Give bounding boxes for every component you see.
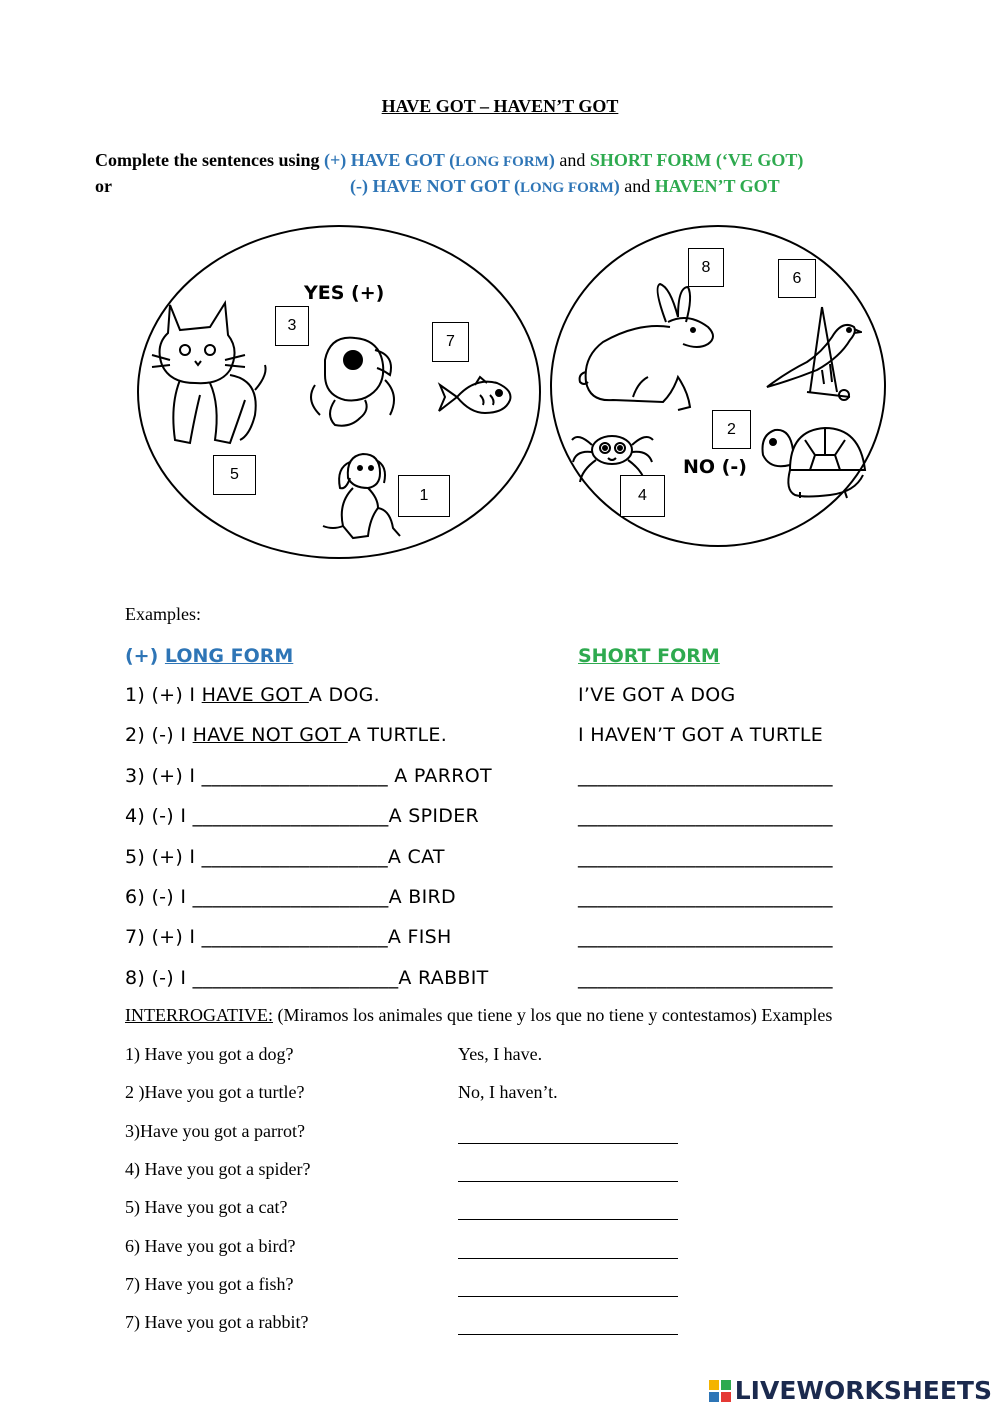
- answer-line-7[interactable]: [458, 1276, 678, 1302]
- cat-icon: [150, 295, 275, 450]
- question-4: 4) Have you got a spider?: [125, 1159, 311, 1179]
- short-form-header: SHORT FORM: [578, 645, 720, 667]
- answer-line-4[interactable]: [458, 1161, 678, 1187]
- answer-blank[interactable]: ____________________: [192, 805, 389, 827]
- interrogative-heading: INTERROGATIVE: (Miramos los animales que tiene y los que no tiene y contestamos) Examples: [125, 1005, 833, 1025]
- turtle-icon: [755, 420, 870, 500]
- answer-line-3[interactable]: [458, 1123, 678, 1149]
- instruction-prefix: Complete the sentences using: [95, 150, 320, 170]
- and-text: and: [559, 150, 586, 170]
- number-box-2: 2: [712, 410, 751, 449]
- short-answer: I HAVEN’T GOT A TURTLE: [578, 724, 824, 746]
- dog-icon: [318, 448, 403, 543]
- filled-blank: HAVE GOT: [201, 684, 309, 706]
- sentence-row: 5) (+) I ___________________A CAT __________________________: [125, 846, 833, 868]
- long-form-header: (+) LONG FORM: [125, 645, 294, 667]
- number-box-7: 7: [432, 322, 469, 362]
- answer-blank[interactable]: _____________________: [192, 967, 399, 989]
- number-box-1: 1: [398, 475, 450, 517]
- number-box-5: 5: [213, 455, 256, 495]
- sentence-row: 2) (-) I HAVE NOT GOT A TURTLE. I HAVEN’T GOT A TURTLE: [125, 724, 824, 746]
- short-answer-blank[interactable]: __________________________: [578, 926, 833, 948]
- question-5: 5) Have you got a cat?: [125, 1197, 288, 1217]
- instruction-line-2: [95, 176, 112, 197]
- sentence-row: 7) (+) I ___________________A FISH __________________________: [125, 926, 833, 948]
- examples-label: Examples:: [125, 604, 201, 624]
- answer-blank[interactable]: ___________________: [201, 926, 388, 948]
- answer-line-6[interactable]: [458, 1238, 678, 1264]
- short-answer-blank[interactable]: __________________________: [578, 967, 833, 989]
- logo-icon: [709, 1380, 731, 1402]
- have-got-long-form: (+) HAVE GOT (LONG FORM): [323, 150, 555, 170]
- short-answer-blank[interactable]: __________________________: [578, 805, 833, 827]
- number-box-8: 8: [688, 248, 724, 287]
- short-form-label: SHORT FORM (‘VE GOT): [589, 150, 804, 170]
- logo-text: LIVEWORKSHEETS: [734, 1376, 992, 1405]
- filled-blank: HAVE NOT GOT: [192, 724, 348, 746]
- question-2: 2 )Have you got a turtle?: [125, 1082, 305, 1102]
- sentence-row: 3) (+) I ___________________ A PARROT __________________________: [125, 765, 833, 787]
- question-3: 3)Have you got a parrot?: [125, 1121, 305, 1141]
- answer-blank[interactable]: ____________________: [192, 886, 389, 908]
- bird-icon: [762, 302, 862, 402]
- answer-2: No, I haven’t.: [458, 1082, 558, 1102]
- short-answer-blank[interactable]: __________________________: [578, 765, 833, 787]
- sentence-row: 8) (-) I _____________________A RABBIT __________________________: [125, 967, 833, 989]
- instruction-line-1: [95, 150, 803, 171]
- or-text: or: [95, 176, 112, 196]
- number-box-4: 4: [620, 475, 665, 517]
- sentence-row: 4) (-) I ____________________A SPIDER __________________________: [125, 805, 833, 827]
- answer-blank[interactable]: ___________________: [201, 765, 388, 787]
- liveworksheets-logo: [709, 1376, 992, 1405]
- instruction-line-2b: [350, 176, 780, 197]
- no-label: NO (-): [683, 456, 747, 478]
- sentence-row: 6) (-) I ____________________A BIRD __________________________: [125, 886, 833, 908]
- number-box-3: 3: [275, 306, 309, 346]
- page-title: HAVE GOT – HAVEN’T GOT: [381, 96, 619, 116]
- yes-label: YES (+): [304, 282, 385, 304]
- number-box-6: 6: [778, 259, 816, 298]
- fish-icon: [435, 375, 515, 420]
- answer-blank[interactable]: ___________________: [201, 846, 388, 868]
- sentence-row: 1) (+) I HAVE GOT A DOG. I’VE GOT A DOG: [125, 684, 736, 706]
- question-7: 7) Have you got a fish?: [125, 1274, 294, 1294]
- answer-1: Yes, I have.: [458, 1044, 543, 1064]
- and-text-2: and: [624, 176, 651, 196]
- short-answer-blank[interactable]: __________________________: [578, 846, 833, 868]
- short-answer-blank[interactable]: __________________________: [578, 886, 833, 908]
- rabbit-icon: [578, 282, 723, 412]
- havent-got-label: HAVEN’T GOT: [654, 176, 780, 196]
- short-answer: I’VE GOT A DOG: [578, 684, 736, 706]
- question-1: 1) Have you got a dog?: [125, 1044, 294, 1064]
- question-8: 7) Have you got a rabbit?: [125, 1312, 309, 1332]
- question-6: 6) Have you got a bird?: [125, 1236, 296, 1256]
- have-not-got-long-form: (-) HAVE NOT GOT (LONG FORM): [350, 176, 620, 196]
- answer-line-8[interactable]: [458, 1314, 678, 1340]
- answer-line-5[interactable]: [458, 1199, 678, 1225]
- parrot-icon: [305, 330, 400, 430]
